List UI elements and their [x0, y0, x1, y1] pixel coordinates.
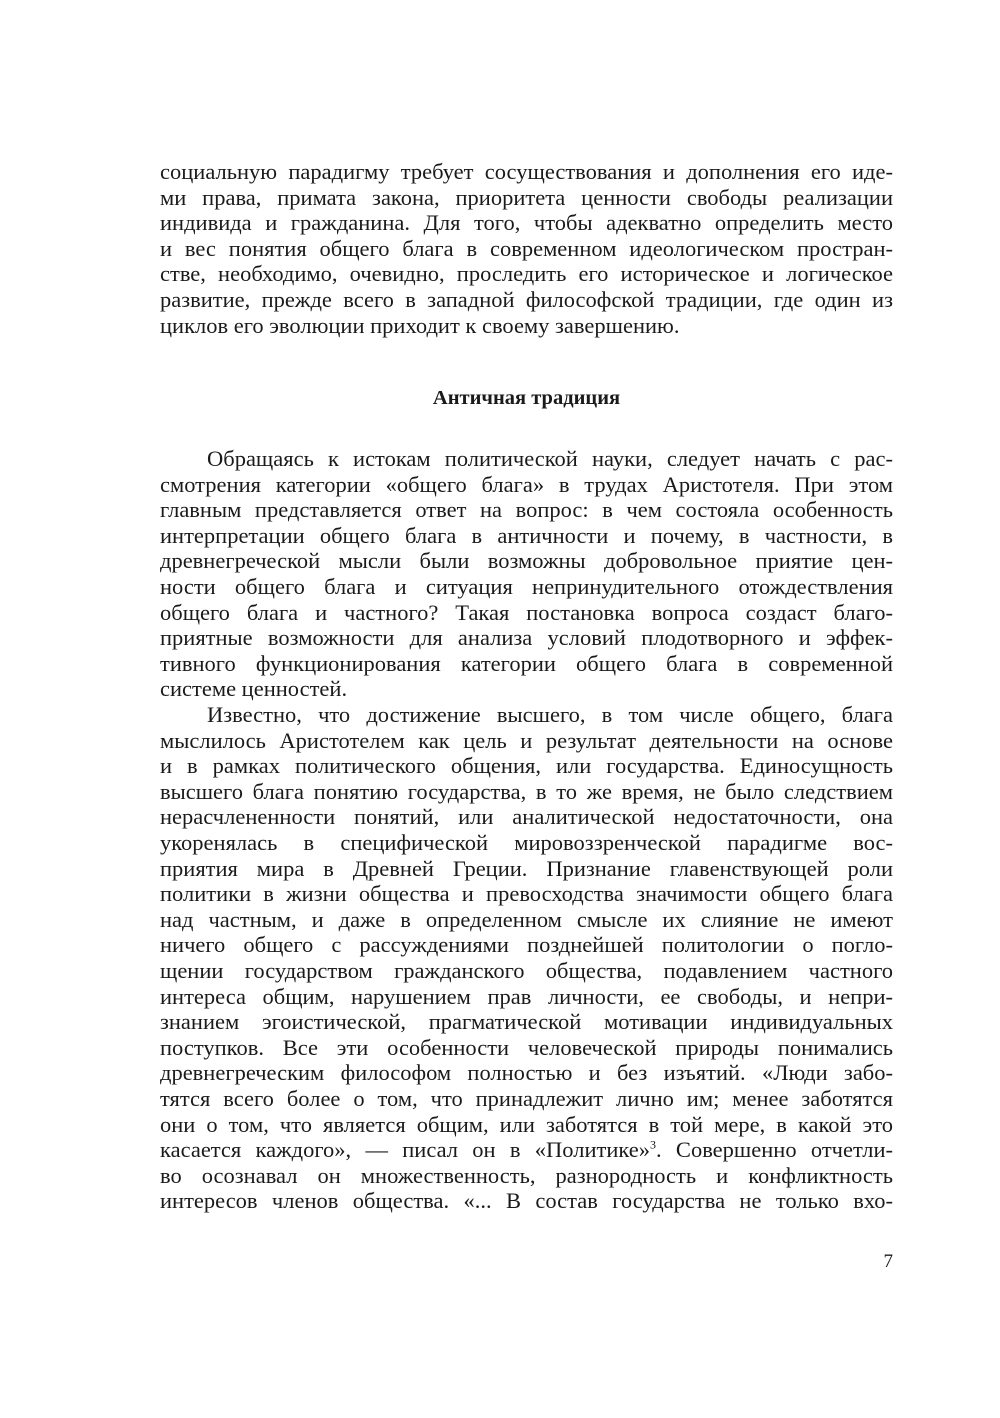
text-line: ми права, примата закона, приоритета ценности свободы реализации [160, 184, 893, 210]
text-line: древнегреческим философом полностью и без изъятий. «Люди забо- [160, 1060, 893, 1086]
text-line: и в рамках политического общения, или государства. Единосущность [160, 753, 893, 779]
text-line: мыслилось Аристотелем как цель и результат деятельности на основе [160, 727, 893, 753]
text-line: циклов его эволюции приходит к своему завершению. [160, 312, 680, 338]
footnote-reference[interactable]: 3 [650, 1137, 657, 1152]
text-line: развитие, прежде всего в западной философской традиции, где один из [160, 286, 893, 312]
text-fragment: . Совершенно отчетли- [656, 1137, 893, 1163]
intro-paragraph [160, 159, 893, 338]
text-line: высшего блага понятию государства, в то же время, не было следствием [160, 778, 893, 804]
text-line: интересов членов общества. «... В состав государства не только вхо- [160, 1188, 893, 1214]
text-line-with-footnote [160, 1137, 893, 1163]
text-line: приятия мира в Древней Греции. Признание главенствующей роли [160, 855, 893, 881]
text-line: укоренялась в специфической мировоззренческой парадигме вос- [160, 829, 893, 855]
paragraph-1 [160, 446, 893, 702]
text-line: поступков. Все эти особенности человеческой природы понимались [160, 1034, 893, 1060]
text-line: тятся всего более о том, что принадлежит лично им; менее заботятся [160, 1085, 893, 1111]
text-line: они о том, что является общим, или заботятся в той мере, в какой это [160, 1111, 893, 1137]
text-line: знанием эгоистической, прагматической мотивации индивидуальных [160, 1009, 893, 1035]
text-line: и вес понятия общего блага в современном идеологическом простран- [160, 235, 893, 261]
text-line: смотрения категории «общего блага» в трудах Аристотеля. При этом [160, 471, 893, 497]
text-line: ности общего блага и ситуация непринудительного отождествления [160, 573, 893, 599]
text-line: над частным, и даже в определенном смысле их слияние не имеют [160, 906, 893, 932]
text-line: тивного функционирования категории общего блага в современной [160, 650, 893, 676]
text-line: интереса общим, нарушением прав личности, ее свободы, и непри- [160, 983, 893, 1009]
text-line: древнегреческой мысли были возможны добровольное приятие цен- [160, 548, 893, 574]
text-line: стве, необходимо, очевидно, проследить его историческое и логическое [160, 261, 893, 287]
text-line: приятные возможности для анализа условий плодотворного и эффек- [160, 625, 893, 651]
text-line: Обращаясь к истокам политической науки, следует начать с рас- [207, 446, 893, 471]
page-number: 7 [883, 1251, 893, 1272]
section-heading: Античная традиция [432, 387, 621, 409]
text-line: индивида и гражданина. Для того, чтобы адекватно определить место [160, 210, 893, 236]
text-line: интерпретации общего блага в античности и почему, в частности, в [160, 522, 893, 548]
text-line: нерасчлененности понятий, или аналитической недостаточности, она [160, 804, 893, 830]
text-line: ничего общего с рассуждениями позднейшей политологии о погло- [160, 932, 893, 958]
text-line: во осознавал он множественность, разнородность и конфликтность [160, 1162, 893, 1188]
text-line: системе ценностей. [160, 676, 348, 702]
text-fragment: касается каждого», — писал он в «Политике» [160, 1137, 651, 1163]
text-line: Известно, что достижение высшего, в том числе общего, блага [207, 702, 893, 727]
text-line: социальную парадигму требует сосуществования и дополнения его иде- [160, 159, 893, 184]
text-line: общего блага и частного? Такая постановка вопроса создаст благо- [160, 599, 893, 625]
text-line: щении государством гражданского общества, подавлением частного [160, 957, 893, 983]
paragraph-2 [160, 702, 893, 1214]
text-line: главным представляется ответ на вопрос: в чем состояла особенность [160, 497, 893, 523]
text-line: политики в жизни общества и превосходства значимости общего блага [160, 881, 893, 907]
